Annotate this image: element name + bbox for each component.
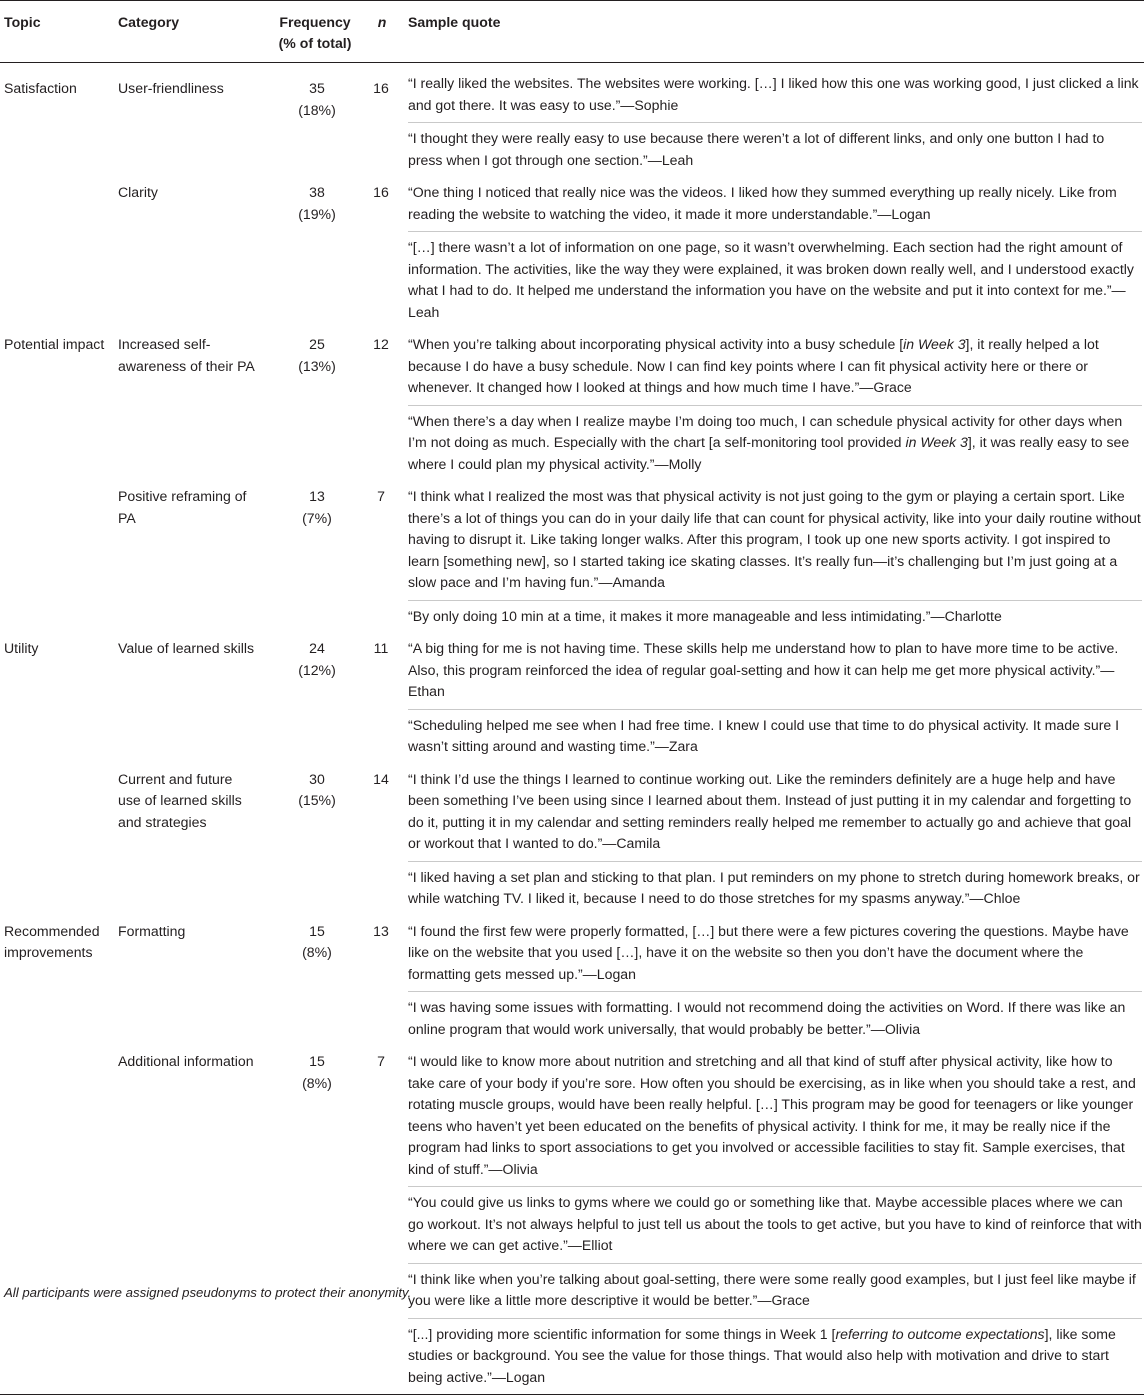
category-text: User-friendliness xyxy=(118,80,224,96)
cell-category xyxy=(114,633,256,764)
sample-quote: “I would like to know more about nutrition and stretching and all that kind of stuff after physical activity, like how to take care of your body if you’re sore. How often you should be exercising, as in like when you should take a rest, and rotating muscle groups, would have been really helpful. […] This program may be good for teenagers or like younger teens who haven’t yet been educated on the benefits of physical activity. I think for me, it may be really nice if the program had links to sport associations to get you involved or accessible facilities to stay fit. Sample exercises, that kind of stuff.”—Olivia xyxy=(408,1046,1142,1187)
n-value: 11 xyxy=(373,640,389,656)
category-text: Formatting xyxy=(118,922,186,939)
cell-frequency xyxy=(256,916,360,1047)
frequency-block xyxy=(274,1046,360,1094)
n-value: 14 xyxy=(373,770,389,787)
cell-n xyxy=(360,481,400,633)
cell-n xyxy=(360,764,400,916)
table-row xyxy=(0,633,1144,764)
cell-quotes xyxy=(400,481,1144,633)
n-value: 13 xyxy=(373,922,389,939)
cell-frequency xyxy=(256,1046,360,1395)
frequency-block xyxy=(274,73,360,121)
topic-text xyxy=(4,764,114,769)
sample-quote: “I thought they were really easy to use because there weren’t a lot of different links, and only one button I had to press when I got through one section.”—Leah xyxy=(408,130,1105,168)
sample-quote: “You could give us links to gyms where we could go or something like that. Maybe accessible places where we can go workout. It’s not always helpful to just tell us about the tools to get active, but you have to kind of reinforce that with where we can get active.”—Elliot xyxy=(408,1187,1142,1264)
editorial-insertion: referring to outcome expectations xyxy=(835,1325,1045,1342)
frequency-count: 35 xyxy=(309,80,325,96)
cell-topic xyxy=(0,764,114,916)
n-value: 12 xyxy=(373,336,389,352)
frequency-block xyxy=(274,329,360,377)
cell-category xyxy=(114,329,256,481)
frequency-block xyxy=(274,764,360,812)
n-value: 16 xyxy=(373,80,389,96)
frequency-percent: (15%) xyxy=(298,792,336,808)
cell-quotes xyxy=(400,63,1144,178)
frequency-count: 15 xyxy=(309,922,325,939)
frequency-block xyxy=(274,916,360,964)
cell-frequency xyxy=(256,177,360,329)
header-topic: Topic xyxy=(0,1,114,63)
frequency-percent: (7%) xyxy=(302,509,332,526)
frequency-percent: (19%) xyxy=(298,205,336,222)
topic-text: Utility xyxy=(4,640,39,656)
cell-n xyxy=(360,329,400,481)
n-value: 16 xyxy=(373,184,389,200)
cell-frequency xyxy=(256,63,360,178)
cell-quotes xyxy=(400,329,1144,481)
frequency-count: 38 xyxy=(309,184,325,200)
frequency-block xyxy=(274,177,360,225)
frequency-count: 30 xyxy=(309,770,325,787)
category-text: Positive reframing of PA xyxy=(118,488,247,526)
sample-quote: “A big thing for me is not having time. These skills help me understand how to plan to have more time to be active. Also, this program reinforced the idea of regular goal-setting and how it can help me get more physical activity.”—Ethan xyxy=(408,633,1142,710)
cell-topic xyxy=(0,633,114,764)
header-frequency xyxy=(256,1,360,63)
cell-quotes xyxy=(400,916,1144,1047)
category-text: Current and future use of learned skills and strategies xyxy=(118,770,242,830)
topic-text xyxy=(4,177,114,182)
table-row xyxy=(0,764,1144,916)
cell-category xyxy=(114,177,256,329)
cell-topic xyxy=(0,329,114,481)
cell-quotes xyxy=(400,1046,1144,1395)
frequency-count: 13 xyxy=(309,488,325,504)
category-text: Value of learned skills xyxy=(118,640,255,656)
cell-topic xyxy=(0,481,114,633)
sample-quote: “I think what I realized the most was that physical activity is not just going to the gym or playing a certain sport. Like there’s a lot of things you can do in your daily life that can count for physical activity, like into your daily routine without having to disrupt it. Like taking longer walks. After this program, I took up one new sports activity. I got inspired to learn [something new], so I started taking ice skating classes. It’s really fun—it’s challenging but I’m just going at a slow pace and I’m having fun.”—Amanda xyxy=(408,481,1142,601)
cell-topic xyxy=(0,916,114,1047)
header-frequency-line1: Frequency xyxy=(279,14,351,30)
cell-quotes xyxy=(400,177,1144,329)
cell-category xyxy=(114,916,256,1047)
cell-quotes xyxy=(400,764,1144,916)
table-row xyxy=(0,177,1144,329)
frequency-percent: (12%) xyxy=(298,661,336,678)
cell-category xyxy=(114,481,256,633)
header-n: n xyxy=(360,1,400,63)
n-value: 7 xyxy=(377,1053,385,1069)
sample-quote: “I liked having a set plan and sticking to that plan. I put reminders on my phone to stretch during homework breaks, or while watching TV. I liked it, because I need to do those stretches for my spasms anyway.”—Chloe xyxy=(408,868,1140,906)
frequency-count: 24 xyxy=(309,640,325,656)
topic-text: Potential impact xyxy=(4,336,105,352)
n-value: 7 xyxy=(377,488,385,504)
frequency-block xyxy=(274,633,360,681)
cell-category xyxy=(114,764,256,916)
sample-quote: “One thing I noticed that really nice was the videos. I liked how they summed everything up really nicely. Like from reading the website to watching the video, it made it more understandable.”—Logan xyxy=(408,177,1142,232)
cell-n xyxy=(360,916,400,1047)
table-row xyxy=(0,63,1144,178)
cell-frequency xyxy=(256,764,360,916)
category-text: Increased self-awareness of their PA xyxy=(118,336,255,374)
sample-quote: “Scheduling helped me see when I had free time. I knew I could use that time to do physical activity. It made sure I wasn’t sitting around and wasting time.”—Zara xyxy=(408,716,1120,754)
topic-text: Recommended improvements xyxy=(4,922,100,960)
cell-n xyxy=(360,63,400,178)
cell-topic xyxy=(0,177,114,329)
sample-quote: “I found the first few were properly formatted, […] but there were a few pictures covering the questions. Maybe have like on the website that you used […], have it on the website so then you don’t have the document where the formatting gets messed up.”—Logan xyxy=(408,916,1142,993)
table-row xyxy=(0,916,1144,1047)
cell-frequency xyxy=(256,633,360,764)
table-header xyxy=(0,1,1144,63)
cell-frequency xyxy=(256,481,360,633)
header-sample-quote: Sample quote xyxy=(400,1,1144,63)
cell-n xyxy=(360,1046,400,1395)
frequency-block xyxy=(274,481,360,529)
frequency-count: 25 xyxy=(309,336,325,352)
cell-topic xyxy=(0,63,114,178)
header-category: Category xyxy=(114,1,256,63)
sample-quote: “[...] providing more scientific information for some things in Week 1 [referring to outcome expectations], like some studies or background. You see the value for those things. That would also help with motivation and drive to start being active.”—Logan xyxy=(408,1325,1116,1385)
sample-quote: “I was having some issues with formatting. I would not recommend doing the activities on Word. If there was like an online program that would work universally, that would probably be better.”—Olivia xyxy=(408,999,1126,1037)
cell-n xyxy=(360,177,400,329)
table-row xyxy=(0,1046,1144,1395)
cell-quotes xyxy=(400,633,1144,764)
editorial-insertion: in Week 3 xyxy=(905,434,968,450)
cell-category xyxy=(114,1046,256,1395)
frequency-percent: (8%) xyxy=(302,1074,332,1091)
sample-quote: “When there’s a day when I realize maybe I’m doing too much, I can schedule physical activity for other days when I’m not doing as much. Especially with the chart [a self-monitoring tool provided in Week 3], it was really easy to see where I could plan my physical activity.”—Molly xyxy=(408,412,1130,472)
sample-quote: “I really liked the websites. The websites were working. […] I liked how this one was working good, I just clicked a link and got there. It was easy to use.”—Sophie xyxy=(408,68,1142,123)
sample-quote: “When you’re talking about incorporating physical activity into a busy schedule [in Week 3], it really helped a lot because I do have a busy schedule. Now I can find key points where I can fit physical activity here or there or whenever. It changed how I looked at things and how much time I have.”—Grace xyxy=(408,329,1142,406)
header-frequency-line2: (% of total) xyxy=(278,35,352,51)
sample-quote: “I think I’d use the things I learned to continue working out. Like the reminders definitely are a huge help and have been something I’ve been using since I learned about them. Instead of just putting it in my calendar and forgetting to do it, putting it in my calendar and setting reminders really helped me remember to actually go and achieve that goal or workout that I wanted to do.”—Camila xyxy=(408,764,1142,862)
table-body xyxy=(0,63,1144,1395)
editorial-insertion: in Week 3 xyxy=(903,336,966,352)
sample-quote: “[…] there wasn’t a lot of information on one page, so it wasn’t overwhelming. Each section had the right amount of information. The activities, like the way they were explained, it was broken down really well, and I understood exactly what I had to do. It helped me understand the information you have on the website and put it into context for me.”—Leah xyxy=(408,239,1134,320)
category-text: Clarity xyxy=(118,184,158,200)
cell-n xyxy=(360,633,400,764)
sample-quote: “I think like when you’re talking about goal-setting, there were some really good examples, but I just feel like maybe if you were like a little more descriptive it would be better.”—Grace xyxy=(408,1264,1142,1319)
frequency-count: 15 xyxy=(309,1053,325,1069)
category-text: Additional information xyxy=(118,1053,254,1069)
cell-topic xyxy=(0,1046,114,1395)
cell-category xyxy=(114,63,256,178)
topic-text: Satisfaction xyxy=(4,80,77,96)
cell-frequency xyxy=(256,329,360,481)
table-row xyxy=(0,481,1144,633)
frequency-percent: (8%) xyxy=(302,944,332,960)
frequency-percent: (13%) xyxy=(298,357,336,374)
topic-text xyxy=(4,1046,114,1051)
table-footnote: All participants were assigned pseudonyms to protect their anonymity. xyxy=(4,1285,412,1300)
frequency-percent: (18%) xyxy=(298,101,336,118)
topic-text xyxy=(4,481,114,486)
sample-quote: “By only doing 10 min at a time, it makes it more manageable and less intimidating.”—Charlotte xyxy=(408,607,1002,624)
table-row xyxy=(0,329,1144,481)
